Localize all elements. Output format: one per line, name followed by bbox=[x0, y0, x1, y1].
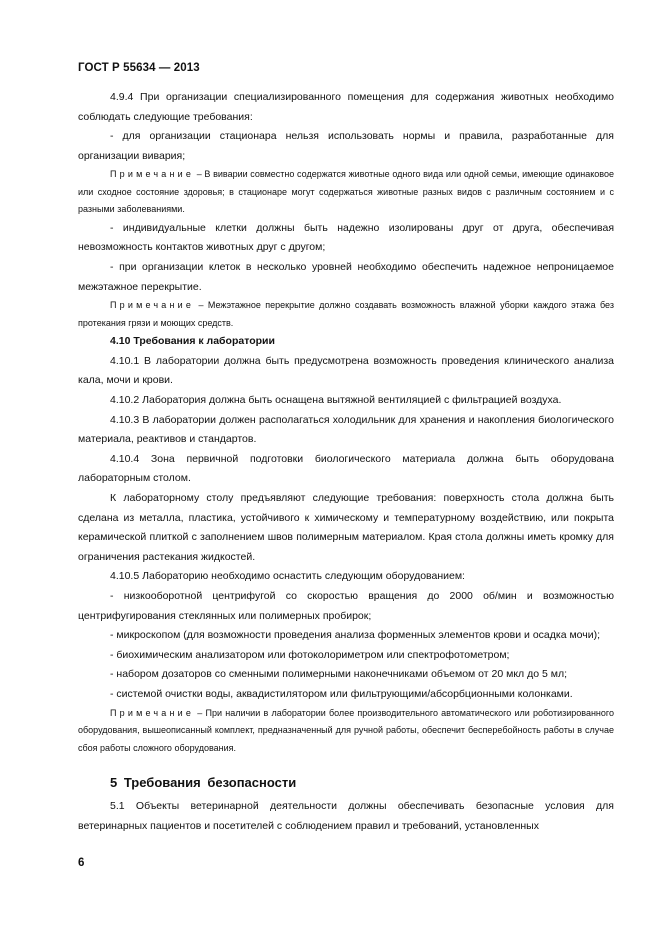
list-item: - микроскопом (для возможности проведения анализа форменных элементов крови и осадка мочи); bbox=[110, 629, 601, 642]
note-label: Примечание bbox=[110, 707, 195, 718]
paragraph-table-requirements: К лабораторному столу предъявляют следующие требования: поверхность стола должна быть сделана из металла, пластика, устойчивого к химическому и температурному воздействию, или покрыта керамической плиткой с заполнением швов полимерным материалом. Края стола должны иметь кромку для ограничения растекания жидкостей. bbox=[78, 492, 614, 563]
note-text: – Межэтажное перекрытие должно создавать возможность влажной уборки каждого этажа без протекания грязи и моющих средств. bbox=[78, 300, 614, 328]
list-item: - системой очистки воды, аквадистилятором или фильтрующими/абсорбционными колонками. bbox=[110, 687, 573, 700]
section-heading-4-10: 4.10 Требования к лаборатории bbox=[110, 335, 275, 348]
paragraph-5-1: 5.1 Объекты ветеринарной деятельности должны обеспечивать безопасные условия для ветеринарных пациентов и посетителей с соблюдением правил и требований, установленных bbox=[78, 800, 614, 832]
paragraph-4-10-5: 4.10.5 Лабораторию необходимо оснастить следующим оборудованием: bbox=[110, 570, 465, 583]
page-number: 6 bbox=[78, 857, 85, 869]
document-header: ГОСТ Р 55634 — 2013 bbox=[78, 62, 200, 74]
document-body bbox=[78, 88, 614, 836]
paragraph-4-10-1: 4.10.1 В лаборатории должна быть предусмотрена возможность проведения клинического анализа кала, мочи и крови. bbox=[78, 354, 614, 387]
list-item: - при организации клеток в несколько уровней необходимо обеспечить надежное непроницаемое межэтажное перекрытие. bbox=[78, 261, 614, 293]
note-text: – В виварии совместно содержатся животные одного вида или одной семьи, имеющие одинаковое или сходное состояние здоровья; в стационаре могут содержаться животные разных видов с различным состоянием и с разными заболеваниями. bbox=[78, 169, 614, 215]
list-item: - биохимическим анализатором или фотоколориметром или спектрофотометром; bbox=[110, 648, 510, 661]
list-item: - низкооборотной центрифугой со скоростью вращения до 2000 об/мин и возможностью центрифугирования стеклянных или полимерных пробирок; bbox=[78, 589, 614, 622]
note-3 bbox=[78, 705, 614, 758]
note-label: Примечание bbox=[110, 169, 195, 180]
section-heading-5: 5 Требования безопасности bbox=[110, 775, 297, 791]
paragraph-4-10-4: 4.10.4 Зона первичной подготовки биологического материала должна быть оборудована лабораторным столом. bbox=[78, 452, 614, 485]
note-label: Примечание bbox=[110, 300, 195, 311]
paragraph-4-10-2: 4.10.2 Лаборатория должна быть оснащена вытяжной вентиляцией с фильтрацией воздуха. bbox=[110, 394, 562, 407]
note-1 bbox=[78, 166, 614, 219]
note-2 bbox=[78, 297, 614, 332]
list-item: - для организации стационара нельзя использовать нормы и правила, разработанные для организации вивария; bbox=[78, 130, 614, 162]
list-item: - индивидуальные клетки должны быть надежно изолированы друг от друга, обеспечивая невозможность контактов животных друг с другом; bbox=[78, 221, 614, 254]
paragraph-4-10-3: 4.10.3 В лаборатории должен располагаться холодильник для хранения и накопления биологического материала, реактивов и стандартов. bbox=[78, 413, 614, 446]
note-text: – При наличии в лаборатории более производительного автоматического или роботизированного оборудования, вышеописанный комплект, предназначенный для ручной работы, обеспечит бесперебойность работы в случае сбоя работы сложного оборудования. bbox=[78, 707, 614, 753]
list-item: - набором дозаторов со сменными полимерными наконечниками объемом от 20 мкл до 5 мл; bbox=[110, 668, 567, 681]
paragraph-4-9-4: 4.9.4 При организации специализированного помещения для содержания животных необходимо соблюдать следующие требования: bbox=[78, 91, 614, 123]
